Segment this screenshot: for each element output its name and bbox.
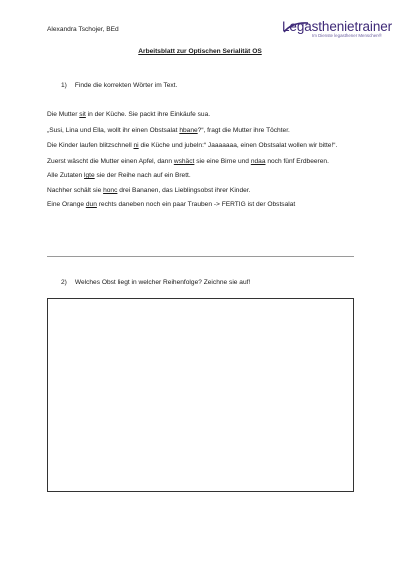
- story-paragraph: [47, 141, 362, 152]
- scrambled-word: lgte: [84, 172, 95, 179]
- text-segment: rechts daneben noch ein paar Trauben -> FERTIG ist der Obstsalat: [96, 201, 296, 208]
- story-paragraph: [47, 110, 362, 121]
- story-paragraph: [47, 157, 362, 168]
- question-2: [61, 279, 250, 286]
- text-segment: Zuerst wäscht die Mutter einen Apfel, dann: [47, 157, 174, 165]
- text-segment: drei Bananen, das Lieblingsobst ihrer Kinder.: [117, 186, 251, 194]
- logo-text: Legasthenietrainer: [282, 19, 393, 34]
- scrambled-word: ndaa: [250, 157, 266, 165]
- text-segment: noch fünf Erdbeeren.: [265, 157, 329, 165]
- question-1: [61, 82, 177, 89]
- scrambled-word: sit: [79, 111, 86, 118]
- story-text: [47, 110, 362, 211]
- question-2-text: Welches Obst liegt in welcher Reihenfolge? Zeichne sie auf!: [74, 279, 251, 286]
- text-segment: ?“, fragt die Mutter ihre Töchter.: [197, 126, 290, 134]
- text-segment: in der Küche. Sie packt ihre Einkäufe sua.: [85, 111, 211, 118]
- scrambled-word: ni: [133, 142, 139, 149]
- text-segment: Nachher schält sie: [47, 186, 104, 194]
- question-1-number: 1): [61, 82, 67, 89]
- worksheet-title: Arbeitsblatt zur Optischen Serialität OS: [138, 48, 262, 55]
- scrambled-word: dun: [85, 201, 97, 208]
- text-segment: Die Mutter: [47, 111, 80, 118]
- author-name: Alexandra Tschojer, BEd: [47, 26, 119, 33]
- story-paragraph: [47, 171, 362, 182]
- legasthenietrainer-logo: [282, 20, 392, 39]
- text-segment: „Susi, Lina und Ella, wollt ihr einen Obstsalat: [47, 126, 180, 134]
- drawing-area[interactable]: [47, 298, 354, 492]
- question-1-text: Finde die korrekten Wörter im Text.: [74, 82, 178, 89]
- scrambled-word: honc: [103, 186, 118, 194]
- text-segment: die Küche und jubeln:“ Jaaaaaaa, einen Obstsalat wollen wir bitte!“.: [138, 142, 338, 149]
- logo-swoosh-icon: [282, 20, 312, 34]
- question-2-number: 2): [61, 279, 67, 286]
- section-divider: [47, 256, 354, 257]
- scrambled-word: hbane: [179, 126, 198, 134]
- scrambled-word: wshäct: [173, 157, 195, 165]
- story-paragraph: [47, 126, 362, 137]
- text-segment: sie der Reihe nach auf ein Brett.: [94, 172, 191, 179]
- text-segment: Eine Orange: [47, 201, 86, 208]
- text-segment: Alle Zutaten: [47, 172, 85, 179]
- text-segment: Die Kinder laufen blitzschnell: [47, 142, 134, 149]
- text-segment: sie eine Birne und: [194, 157, 251, 165]
- story-paragraph: [47, 186, 362, 197]
- story-paragraph: [47, 200, 362, 211]
- logo-tagline: Im Dienste legasthener Menschen®: [312, 33, 382, 38]
